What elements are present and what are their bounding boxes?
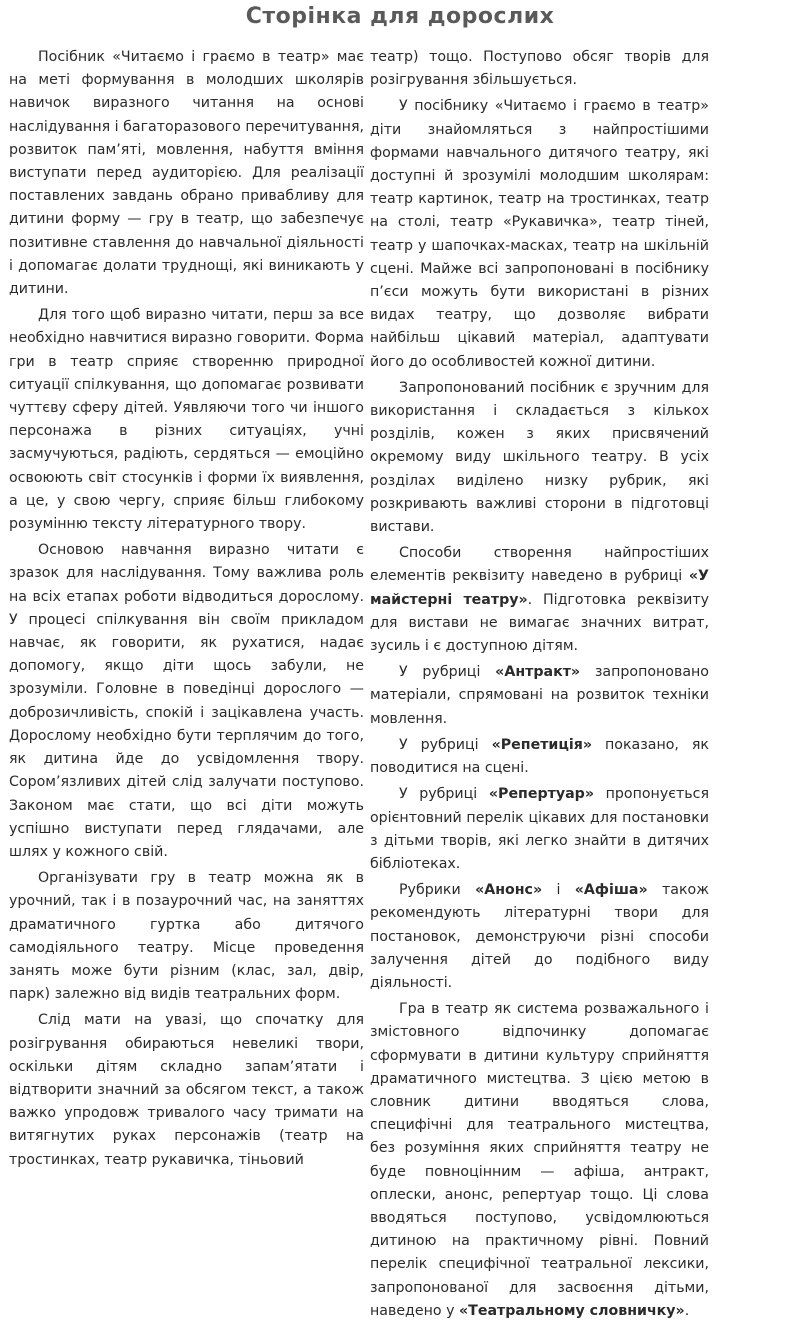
rubric-name: «Анонс» [475, 882, 543, 899]
text: показано, як поводитися на сцені. [370, 736, 709, 777]
paragraph: Організувати гру в театр можна як в урочний, так і в позаурочний час, на заняттях драматичного гуртка або дитячого самодіяльного театру. Місце проведення занять може бути різним (клас, зал, двір, парк) залежно від видів театральних форм. [9, 870, 364, 1003]
text: У рубриці [399, 736, 492, 753]
page-title: Сторінка для дорослих [245, 4, 555, 29]
rubric-name: «Репертуар» [488, 786, 595, 803]
text: У рубриці [399, 786, 489, 803]
paragraph [370, 998, 709, 1323]
left-column [9, 46, 364, 1172]
paragraph [370, 879, 709, 995]
text: Рубрики [399, 882, 476, 899]
paragraph [370, 783, 709, 876]
paragraph [370, 542, 709, 658]
text: пропонується орієнтовний перелік цікавих для постановки з дітьми творів, які легко знайти в дитячих бібліотеках. [370, 786, 709, 872]
paragraph: Запропонований посібник є зручним для використання і складається з кількох розділів, кожен з яких присвячений окремому виду шкільного театру. В усіх розділах виділено низку рубрик, які розкривають важливі сторони в підготовці вистави. [370, 379, 709, 536]
rubric-name: «У майстерні театру» [370, 568, 709, 608]
paragraph-continuation: театр) тощо. Поступово обсяг творів для розігрування збільшується. [370, 49, 709, 89]
right-column [370, 46, 709, 1323]
paragraph: У посібнику «Читаємо і граємо в театр» діти знайомляться з найпростішими формами навчального дитячого театру, які доступні й зрозумілі молодшим школярам: театр картинок, театр на тростинках, театр на столі, театр «Рукавичка», театр тіней, театр у шапочках-масках, театр на шкільній сцені. Майже всі запропоновані в посібнику п’єси можуть бути використані в різних видах театру, що дозволяє вибрати найбільш цікавий матеріал, адаптувати його до особливостей кожної дитини. [370, 98, 709, 370]
paragraph [370, 661, 709, 731]
text: також рекомендують літературні твори для постановок, демонструючи різні способи залучення дітей до подібного виду діяльності. [370, 882, 709, 991]
rubric-name: «Репетиція» [491, 736, 593, 753]
text: . Підготовка реквізиту для вистави не вимагає значних витрат, зусиль і є доступною дітям. [370, 591, 710, 655]
text: Способи створення найпростіших елементів реквізиту наведено в рубриці [370, 545, 709, 585]
rubric-name: «Антракт» [495, 664, 581, 681]
text: запропоновано матеріали, спрямовані на розвиток техніки мовлення. [370, 664, 709, 727]
text: і [542, 882, 575, 899]
rubric-name: «Театральному словничку» [458, 1302, 685, 1319]
text: . [684, 1302, 690, 1319]
paragraph: Посібник «Читаємо і граємо в театр» має на меті формування в молодших школярів навичок виразного читання на основі наслідування і багаторазового перечитування, розвиток пам’яті, мовлення, набуття вміння виступати перед аудиторією. Для реалізації поставлених завдань обрано привабливу для дитини форму — гру в театр, що забезпечує позитивне ставлення до навчальної діяльності і допомагає долати труднощі, які виникають у дитини. [9, 49, 364, 298]
paragraph [370, 734, 709, 780]
paragraph: Для того щоб виразно читати, перш за все необхідно навчитися виразно говорити. Форма гри в театр сприяє створенню природної ситуації спілкування, що допомагає розвивати чуттєву сферу дітей. Уявляючи того чи іншого персонажа в різних ситуаціях, учні засмучуються, радіють, сердяться — емоційно освоюють світ стосунків і форми їх виявлення, а це, у свою чергу, сприяє більш глибокому розумінню тексту літературного твору. [9, 307, 364, 533]
text: Гра в театр як система розважального і змістовного відпочинку допомагає сформувати в дитини культуру сприйняття драматичного мистецтва. З цією метою в словник дитини вводяться слова, специфічні для театрального мистецтва, без розуміння яких сприйняття театру не буде повноцінним — афіша, антракт, оплески, анонс, репертуар тощо. Ці слова вводяться поступово, усвідомлюються дитиною на практичному рівні. Повний перелік специфічної театральної лексики, запропонованої для засвоєння дітьми, наведено у [370, 1001, 709, 1319]
rubric-name: «Афіша» [574, 882, 648, 899]
paragraph: Слід мати на увазі, що спочатку для розігрування обираються невеликі твори, оскільки дітям складно запам’ятати і відтворити значний за обсягом текст, а також важко упродовж тривалого часу тримати на витягнутих руках персонажів (театр на тростинках, театр рукавичка, тіньовий [9, 1012, 364, 1168]
text: У рубриці [399, 664, 496, 681]
paragraph: Основою навчання виразно читати є зразок для наслідування. Тому важлива роль на всіх етапах роботи відводиться дорослому. У процесі спілкування він своїм прикладом навчає, як говорити, як рухатися, надає допомогу, якщо діти щось забули, не зрозуміли. Головне в поведінці дорослого — доброзичливість, спокій і зацікавлена участь. Дорослому необхідно бути терплячим до того, як дитина йде до усвідомлення твору. Сором’язливих дітей слід залучати поступово. Законом має стати, що всі діти можуть успішно виступати перед глядачами, але шлях у кожного свій. [9, 542, 364, 860]
